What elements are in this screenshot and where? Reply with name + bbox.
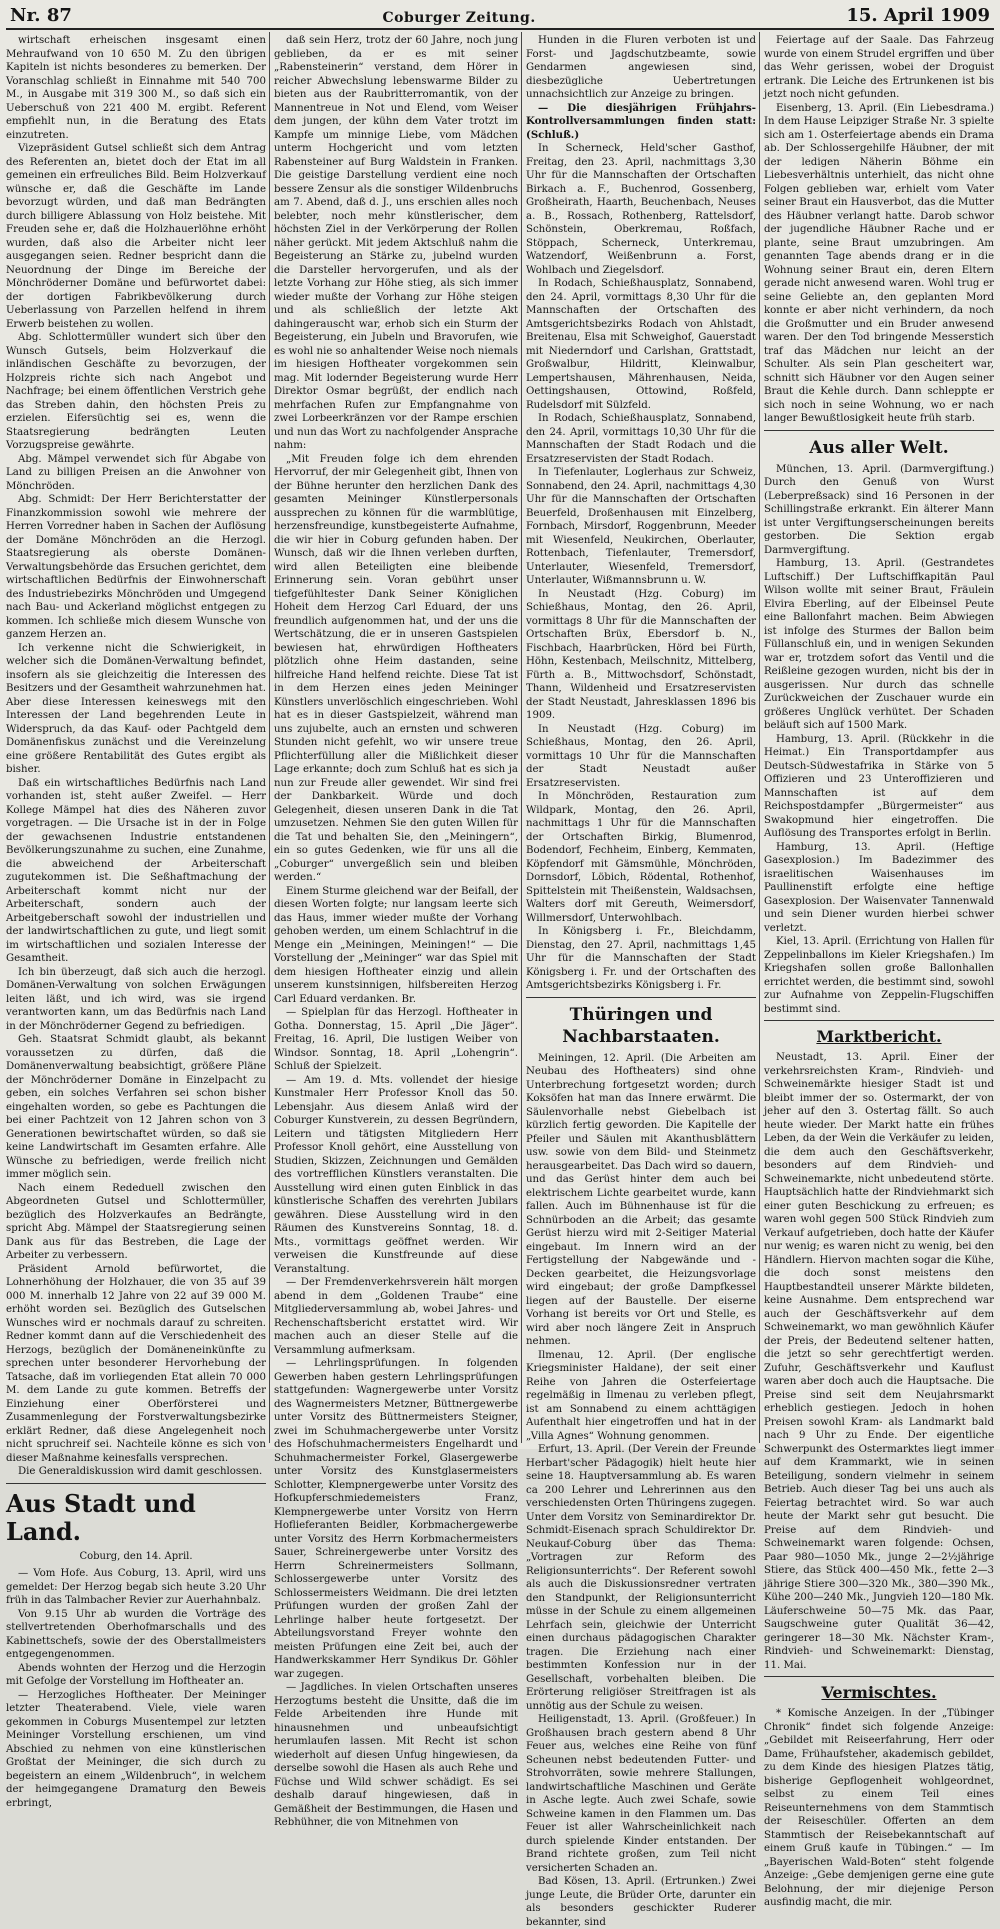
article-paragraph: Erfurt, 13. April. (Der Verein der Freunde Herbart'scher Pädagogik) hielt heute hier seine 18. Hauptversammlung ab. Es waren ca 200 Lehrer und Lehrerinnen aus den verschiedensten Orten Thüringens zugegen. Unter dem Vorsitz von Seminardirektor Dr. Schmidt-Eisenach sprach Schuldirektor Dr. Neukauf-Coburg über das Thema: „Vortragen zur Reform des Religionsunterrichts“. Der Referent sowohl als auch die Diskussionsredner vertraten den Standpunkt, der Religionsunterricht müsse in der Schule zu einem allgemeinen Lehrfach sein, gleichwie der Unterricht einen durchaus pädagogischen Charakter tragen. Die Erziehung nach einer bestimmten Konfession nur in der Gesellschaft, vorbehalten bleiben. Die Erörterung religiöser Streitfragen ist als unnötig aus der Schule zu weisen. (526, 1444, 756, 1712)
article-paragraph: In Tiefenlauter, Loglerhaus zur Schweiz, Sonnabend, den 24. April, nachmittags 4,30 Uhr für die Mannschaften der Ortschaften Beuerfeld, Droßenhausen mit Einzelberg, Fornbach, Mirsdorf, Roggenbrunn, Meeder mit Wiesenfeld, Neukirchen, Oberlauter, Rottenbach, Tiefenlauter, Tremersdorf, Unterlauter, Wiesenfeld, Tremersdorf, Unterlauter, Wißmannsbrunn u. W. (526, 467, 756, 586)
article-paragraph: Daß ein wirtschaftliches Bedürfnis nach Land vorhanden ist, steht außer Zweifel. — Herr Kollege Mämpel hat dies des Näheren zuvor vorgetragen. — Die Ursache ist in der in Folge der gewachsenen Industrie entstandenen Bevölkerungszunahme zu suchen, eine Zunahme, die abweichend der Arbeiterschaft zugutekommen ist. Die Seßhaftmachung der Arbeiterschaft kommt nicht nur der Arbeiterschaft, sondern auch der Arbeitgeberschaft sowohl der industriellen und der landwirtschaftlichen zu gute, und liegt somit im wirtschaftlichen und sozialen Interesse der Gesamtheit. (6, 777, 266, 964)
masthead (10, 4, 990, 26)
article-paragraph: — Vom Hofe. Aus Coburg, 13. April, wird uns gemeldet: Der Herzog begab sich heute 3.20 Uhr früh in das Talmbacher Revier zur Auerhahnbalz. (6, 1568, 266, 1606)
article-paragraph: Abg. Schlottermüller wundert sich über den Wunsch Gutsels, beim Holzverkauf die inländischen Geschäfte zu bevorzugen, der Holzpreis richte sich nach Angebot und Nachfrage; bei einem öffentlichen Verstrich gehe das Streben dahin, den höchsten Preis zu erzielen. Eifersüchtig sei es, wenn die Staatsregierung bedrängten Leuten Vorzugspreise gewährte. (6, 332, 266, 451)
column-1 (6, 34, 266, 1809)
article-paragraph: Ich verkenne nicht die Schwierigkeit, in welcher sich die Domänen-Verwaltung befindet, insofern als sie gleichzeitig die Interessen des Besitzers und der Gesamtheit wahrzunehmen hat. Aber diese Interessen keineswegs mit den Interessen der Land begehrenden Leute in Widerspruch, da das Kauf- oder Pachtgeld dem Domänenfiskus zunächst und die Vereinzelung eine größere Rentabilität des Gutes ergibt als bisher. (6, 642, 266, 775)
article-paragraph: Die Generaldiskussion wird damit geschlossen. (18, 1466, 263, 1477)
article-paragraph: Hamburg, 13. April. (Rückkehr in die Heimat.) Ein Transportdampfer aus Deutsch-Südwestafrika in Stärke von 5 Offizieren und 23 Unteroffizieren und Mannschaften ist auf dem Reichspostdampfer „Bürgermeister“ aus Swakopmund hier eingetroffen. Die Auflösung des Transportes erfolgt in Berlin. (764, 733, 994, 839)
article-paragraph: daß sein Herz, trotz der 60 Jahre, noch jung geblieben, da er es mit seiner „Rabensteinerin“ verstand, dem Hörer in reicher Abwechslung lebenswarme Bilder zu bieten aus der Raubritterromantik, von der Mannentreue in Not und Elend, vom Weiser dem jungen, der kühn dem Vater trotzt im Kampfe um minnige Liebe, vom Mädchen unterm Hochgericht und vom letzten Rabensteiner auf Burg Waldstein in Franken. Die geistige Darstellung verdient eine noch bessere Zensur als die sonstiger Wildenbruchs am 7. Abend, daß d. J., uns erschien alles noch belebter, noch mehr künstlerischer, dem höchsten Ziel in der Verkörperung der Rollen näher gerückt. Mit jedem Aktschluß nahm die Begeisterung an Stärke zu, jubelnd wurden die Darsteller hervorgerufen, und als der letzte Vorhang zur Höhe stieg, als sich immer wieder mußte der Vorhang zur Höhe steigen und als schließlich der letzte Akt dahingerauscht war, erhob sich ein Sturm der Begeisterung, ein Jubeln und Bravorufen, wie es wohl nie so anhaltender Weise noch niemals im hiesigen Hoftheater vorgekommen sein mag. Mit lodernder Begeisterung wurde Herr Direktor Osmar begrüßt, der endlich nach mehrfachen Rufen zur Empfangnahme von zwei Lorbeerkränzen vor der Rampe erschien und nun das Wort zu nachfolgender Ansprache nahm: (274, 35, 518, 451)
article-paragraph: — Spielplan für das Herzogl. Hoftheater in Gotha. Donnerstag, 15. April „Die Jäger“. Freitag, 16. April, Die lustigen Weiber von Windsor. Sonntag, 18. April „Lohengrin“. Schluß der Spielzeit. (274, 1007, 518, 1072)
article-paragraph: „Mit Freuden folge ich dem ehrenden Hervorruf, der mir Gelegenheit gibt, Ihnen von der Bühne herunter den herzlichen Dank des gesamten Meininger Künstlerpersonals aussprechen zu können für die warmblütige, herzensfreundige, kunstbegeisterte Aufnahme, die wir hier in Coburg gefunden haben. Der Wunsch, daß wir die Ihnen verleben durften, wird allen Beteiligten eine bleibende Erinnerung sein. Voran gebührt unser tiefgefühltester Dank Seiner Königlichen Hoheit dem Herzog Carl Eduard, der uns freundlich aufgenommen hat, und der uns die Wertschätzung, die er in unseren Gastspielen bewiesen hat, ehrwürdigen Hoftheaters plötzlich ohne Heim dastanden, seine hilfreiche Hand helfend reichte. Diese Tat ist in dem Herzen eines jeden Meininger Künstlers unverlöschlich eingeschrieben. Wohl hat es in dieser Gastspielzeit, während man uns zujubelte, auch an ernsten und schweren Stunden nicht gefehlt, wo wir unsere treue Pflichterfüllung aller die Mißlichkeit dieser Lage erkannte; doch zum Schluß hat es sich ja nun zur Freude aller gewendet. Wir sind frei der Dankbarkeit. Würde und doch Gelegenheit, diesen unseren Dank in die Tat umzusetzen. Nehmen Sie den guten Willen für die Tat und behalten Sie, den „Meiningern“, ein so gutes Gedenken, wie für uns all die „Coburger“ unvergeßlich sein und bleiben werden.“ (274, 453, 518, 883)
article-paragraph: Abends wohnten der Herzog und die Herzogin mit Gefolge der Vorstellung im Hoftheater an. (6, 1662, 266, 1687)
dateline: Coburg, den 14. April. (79, 1550, 193, 1562)
article-paragraph: — Der Fremdenverkehrsverein hält morgen abend in dem „Goldenen Traube“ eine Mitgliederversammlung ab, wobei Jahres- und Rechenschaftsbericht erstattet wird. Wir machen auch an dieser Stelle auf die Versammlung aufmerksam. (274, 1277, 518, 1356)
article-paragraph: Abg. Schmidt: Der Herr Berichterstatter der Finanzkommission sowohl wie mehrere der Herren Vorredner haben in Sachen der Auflösung der Domäne Mönchröden an die Herzogl. Staatsregierung als oberste Domänen-Verwaltungsbehörde das Ersuchen gerichtet, dem wirtschaftlichen Bedürfnis der Einwohnerschaft des Industriebezirks Mönchröden und Umgegend nach Bau- und Ackerland möglichst entgegen zu kommen. Ich schließe mich diesem Wunsche von ganzem Herzen an. (6, 494, 266, 640)
section-heading: Aus aller Welt. (809, 437, 949, 458)
masthead-rule (6, 28, 994, 30)
column-divider (269, 32, 270, 1443)
article-paragraph: In Mönchröden, Restauration zum Wildpark, Montag, den 26. April, nachmittags 1 Uhr für die Mannschaften der Ortschaften Birkig, Blumenrod, Bodendorf, Fechheim, Einberg, Kemmaten, Köpfendorf mit Gämsmühle, Mönchröden, Dornsdorf, Löbich, Rödental, Rothenhof, Spittelstein mit Theißenstein, Waldsachsen, Walters dorf mit Gereuth, Weimersdorf, Willmersdorf, Unterwohlbach. (526, 791, 756, 924)
section-heading: Marktbericht. (816, 1027, 942, 1046)
article-paragraph: — Lehrlingsprüfungen. In folgenden Gewerben haben gestern Lehrlingsprüfungen stattgefunden: Wagnergewerbe unter Vorsitz des Wagnermeisters Metzner, Büttnergewerbe unter Vorsitz des Büttnermeisters Steigner, zwei im Schuhmachergewerbe unter Vorsitz des Hofschuhmachermeisters Engelhardt und Schuhmachermeister Forkel, Glasergewerbe unter Vorsitz des Kunstglasermeisters Schlotter, Klempnergewerbe unter Vorsitz des Hofkupferschmiedemeisters Franz, Klempnergewerbe unter Vorsitz von Herrn Hoflieferanten Beidler, Korbmachergewerbe unter Vorsitz des Herrn Korbmachermeisters Sauer, Schreinergewerbe unter Vorsitz des Herrn Schreinermeisters Sollmann, Schlossergewerbe unter Vorsitz des Schlossermeisters Weidmann. Die drei letzten Prüfungen wurden der großen Zahl der Lehrlinge halber heute fortgesetzt. Der Abteilungsvorstand Freyer wohnte den meisten Prüfungen eine Zeit bei, auch der Handwerkskammer Herr Syndikus Dr. Göhler war zugegen. (274, 1358, 518, 1680)
section-divider (764, 430, 994, 431)
article-paragraph: In Königsberg i. Fr., Bleichdamm, Dienstag, den 27. April, nachmittags 1,45 Uhr für die Mannschaften der Stadt Königsberg i. Fr. und der Ortschaften des Amtsgerichtsbezirks Königsberg i. Fr. (526, 926, 756, 991)
article-paragraph: In Neustadt (Hzg. Coburg) im Schießhaus, Montag, den 26. April, vormittags 8 Uhr für die Mannschaften der Ortschaften Brüx, Ebersdorf b. N., Fischbach, Haarbrücken, Hörd bei Fürth, Höhn, Kestenbach, Meilschnitz, Mittelberg, Fürth a. B., Mittwochsdorf, Schönstadt, Thann, Wildenheid und Ersatzreservisten der Stadt Neustadt, Jahresklassen 1896 bis 1909. (526, 588, 756, 721)
article-paragraph: — Jagdliches. In vielen Ortschaften unseres Herzogtums besteht die Unsitte, daß die im Felde Arbeitenden ihre Hunde mit hinausnehmen und unbeaufsichtigt herumlaufen lassen. Mit Recht ist schon wiederholt auf diesen Unfug hingewiesen, da derselbe sowohl die Hasen als auch Rehe und Füchse und Wild schwer schädigt. Es sei deshalb darauf hingewiesen, daß in Gemäßheit der Bestimmungen, die Hasen und Rebhühner, die von Mitnehmen von (274, 1682, 518, 1828)
article-paragraph: Heiligenstadt, 13. April. (Großfeuer.) In Großhausen brach gestern abend 8 Uhr Feuer aus, welches eine Reihe von fünf Scheunen nebst bedeutenden Futter- und Strohvorräten, sowie mehrere Stallungen, landwirtschaftliche Maschinen und Geräte in Asche legte. Auch zwei Schafe, sowie Schweine kamen in den Flammen um. Das Feuer ist aller Wahrscheinlichkeit nach durch spielende Kinder entstanden. Der Brand richtete großen, zum Teil nicht versicherten Schaden an. (526, 1714, 756, 1874)
column-divider (759, 32, 760, 1443)
section-divider (764, 1676, 994, 1677)
section-heading: Thüringen und Nachbarstaaten. (562, 1004, 720, 1047)
section-divider (6, 1483, 266, 1484)
article-paragraph: Ich bin überzeugt, daß sich auch die herzogl. Domänen-Verwaltung von solchen Erwägungen leiten läßt, und ich wird, was sie irgend verantworten kann, um das Bedürfnis nach Land in der Mönchröderner Gegend zu befriedigen. (6, 966, 266, 1032)
column-2 (274, 34, 518, 1828)
issue-date: 15. April 1909 (846, 5, 990, 26)
article-paragraph: Meiningen, 12. April. (Die Arbeiten am Neubau des Hoftheaters) sind ohne Unterbrechung fortgesetzt worden; durch Koksöfen hat man das Innere erwärmt. Die Säulenvorhalle nebst Giebelbach ist kürzlich fertig geworden. Die Kapitelle der Pfeiler und Säulen mit Akanthusblättern usw. sowie von dem Bild- und Steinmetz herausgearbeitet. Das Dach wird so dauern, und das Gerüst hinter dem auch bei elektrischem Lichte gearbeitet wurde, kann fallen. Auch im Bühnenhause ist für die Schnürboden an die Arbeit; das gesamte Gerüst hierzu wird mit 2-Seitiger Material eingebaut. Im Innern wird an der Fertigstellung der Nabgewände und -Decken gearbeitet, die Heizungsvorlage wird eingebaut; der große Dampfkessel liegen auf der Baustelle. Der eiserne Vorhang ist bereits vor Ort und Stelle, es wird aber noch längere Zeit in Anspruch nehmen. (526, 1052, 756, 1347)
article-paragraph: Kiel, 13. April. (Errichtung von Hallen für Zeppelinballons im Kieler Kriegshafen.) Im Kriegshafen sollen große Ballonhallen errichtet werden, die bestimmt sind, sowohl zur Aufnahme von Zeppelin-Flugschiffen bestimmt sind. (764, 936, 994, 1015)
article-paragraph: Ilmenau, 12. April. (Der englische Kriegsminister Haldane), der seit einer Reihe von Jahren die Osterfeiertage regelmäßig in Ilmenau zu verleben pflegt, ist am Sonnabend zu einem achttägigen Aufenthalt hier eingetroffen und hat in der „Villa Agnes“ Wohnung genommen. (526, 1349, 756, 1442)
column-3 (526, 34, 756, 1928)
article-paragraph: Abg. Mämpel verwendet sich für Abgabe von Land zu billigen Preisen an die Anwohner von Mönchröden. (6, 453, 266, 492)
article-paragraph: — Am 19. d. Mts. vollendet der hiesige Kunstmaler Herr Professor Knoll das 50. Lebensjahr. Aus diesem Anlaß wird der Coburger Kunstverein, zu dessen Begründern, Leitern und tätigsten Mitgliedern Herr Professor Knoll gehört, eine Ausstellung von Studien, Skizzen, Zeichnungen und Gemälden des vortrefflichen Künstlers veranstalten. Die Ausstellung wird einen guten Einblick in das künstlerische Schaffen des verehrten Jubilars gewähren. Diese Ausstellung wird in den Räumen des Kunstvereins Sonntag, 18. d. Mts., vormittags geöffnet werden. Wir verweisen die Kunstfreunde auf diese Veranstaltung. (274, 1074, 518, 1275)
article-paragraph: Einem Sturme gleichend war der Beifall, der diesen Worten folgte; nur langsam leerte sich das Haus, immer wieder mußte der Vorhang gehoben werden, um einem Schlachtruf in die Menge ein „Meiningen, Meiningen!“ — Die Vorstellung der „Meininger“ war das Spiel mit dem hiesigen Hoftheater einzig und allein unserem kunstsinnigen, hilfsbereiten Herzog Carl Eduard verdanken. Br. (274, 885, 518, 1005)
issue-number: Nr. 87 (10, 5, 72, 26)
section-divider (764, 1020, 994, 1021)
article-paragraph: In Rodach, Schießhausplatz, Sonnabend, den 24. April, vormittags 10,30 Uhr für die Mannschaften der Stadt Rodach und die Ersatzreservisten der Stadt Rodach. (526, 413, 756, 465)
article-paragraph: Hamburg, 13. April. (Gestrandetes Luftschiff.) Der Luftschiffkapitän Paul Wilson wollte mit seiner Braut, Fräulein Elvira Eberling, auf der Elbeinsel Peute eine Ballonfahrt machen. Beim Abwiegen ist infolge des Sturmes der Ballon beim Füllanschluß ein, und in wenigen Sekunden war er, trotzdem sofort das Ventil und die Reißleine gezogen wurden, nicht bis der in ausgerissen. Nur durch das schnelle Zurückweichen der Zuschauer wurde ein größeres Unglück verhütet. Der Schaden beläuft sich auf 1500 Mark. (764, 558, 994, 731)
article-paragraph: Von 9.15 Uhr ab wurden die Vorträge des stellvertretenden Oberhofmarschalls und des Kabinettschefs, sowie der des Oberstallmeisters entgegengenommen. (6, 1608, 266, 1660)
article-paragraph: In Rodach, Schießhausplatz, Sonnabend, den 24. April, vormittags 8,30 Uhr für die Mannschaften der Ortschaften des Amtsgerichtsbezirks Rodach von Ahlstadt, Breitenau, Elsa mit Schweighof, Gauerstadt mit Niederndorf und Carlshan, Grattstadt, Großwalbur, Hildritt, Kleinwalbur, Lempertshausen, Mährenhausen, Neida, Oettingshausen, Ottowind, Roßfeld, Rudelsdorf mit Sülzfeld. (526, 278, 756, 411)
article-paragraph: Bad Kösen, 13. April. (Ertrunken.) Zwei junge Leute, die Brüder Orte, darunter ein als besonders geschickter Ruderer bekannter, sind (526, 1876, 756, 1928)
column-divider (521, 32, 522, 1443)
article-paragraph: — Herzogliches Hoftheater. Der Meininger letzter Theaterabend. Viele, viele waren gekommen in Coburgs Musentempel zur letzten Meininger Vorstellung erschienen, um vind Abschied zu nehmen von eine künstlerischen Großtat der Meininger, die sich durch zu begeistern an einem „Wildenbruch“, in welchem der heimgegangene Dramaturg den Beweis erbringt, (6, 1689, 266, 1809)
article-paragraph: Geh. Staatsrat Schmidt glaubt, als bekannt voraussetzen zu dürfen, daß die Domänenverwaltung beabsichtigt, größere Pläne der Mönchröderner Domäne in Einzelpacht zu geben, ein solches Verfahren sei schon bisher eingehalten worden, so gebe es Pachtungen die bei einer Pachtzeit von 12 Jahren schon von 3 Generationen bewirtschaftet würden, so daß sie keine Landwirtschaft im Gesamten erfahre. Alle Wünsche zu befriedigen, werde freilich nicht immer möglich sein. (6, 1034, 266, 1180)
article-paragraph: Nach einem Rededuell zwischen den Abgeordneten Gutsel und Schlottermüller, bezüglich des Holzverkaufes an Bedrängte, spricht Abg. Mämpel der Staatsregierung seinen Dank aus für das Bestreben, die Lage der Arbeiter zu verbessern. (6, 1182, 266, 1261)
article-paragraph: Neustadt, 13. April. Einer der verkehrsreichsten Kram-, Rindvieh- und Schweinemärkte hiesiger Stadt ist und bleibt immer der so. Ostermarkt, der von jeher auf den 3. Ostertag fällt. So auch heute wieder. Der Markt hatte ein frühes Leben, da der Wein die Verkäufer zu leiden, die dem auch den Geschäftsverkehr, besonders auf dem Rindvieh- und Schweinemarkte, nicht unbedeutend störte. Hauptsächlich hatte der Rindviehmarkt sich einer guten Beschickung zu erfreuen; es waren wohl gegen 500 Stück Rindvieh zum Verkauf aufgetrieben, doch hatte der Käufer nur wenig; es waren nicht zu wenig, bei den Händlern. Hiervon machten sogar die Kühe, die doch sonst meistens den Hauptbestandteil unserer Märkte bildeten, keine Ausnahme. Dem entsprechend war auch der Geschäftsverkehr auf dem Schweinemarkt, wo man gewöhnlich Käufer der Preis, der Bedeutend seltener hatten, die jetzt so sehr gerechtfertigt werden. Zufuhr, Geschäftsverkehr und Kauflust waren aber doch auch die Hauptsache. Die Preise sind seit dem Neujahrsmarkt erheblich gestiegen. Jedoch in hohen Preisen sowohl Kram- als Landmarkt bald nach 9 Uhr zu Ende. Der eigentliche Schwerpunkt des Ostermarktes liegt immer auf dem Krammarkt, wie in seinen Beteiligung, sondern vielmehr in seinem Betrieb. Auch dieser Tag bei uns auch als Feiertag betrachtet wird. So war auch heute der Markt sehr gut besucht. Die Preise auf dem Rindvieh- und Schweinemarkt waren folgende: Ochsen, Paar 980—1050 Mk., junge 2—2½jährige Stiere, das Stück 400—450 Mk., fette 2—3 jährige Stiere 300—320 Mk., 380—390 Mk., Kühe 200—240 Mk., Jungvieh 120—180 Mk. Läuferschweine 50—75 Mk. das Paar, Saugschweine guter Qualität 36—42, geringerer 18—30 Mk. Nächster Kram-, Rindvieh- und Schweinemarkt: Dienstag, 11. Mai. (764, 1052, 994, 1671)
article-paragraph: Präsident Arnold befürwortet, die Lohnerhöhung der Holzhauer, die von 35 auf 39 000 M. innerhalb 12 Jahre von 22 auf 39 000 M. erhöht worden sei. Bezüglich des Gutselschen Wunsches wird er nochmals darauf zu schreiten. Redner kommt dann auf die Verschiedenheit des Herzogs, bezüglich der Domäneneinkünfte zu sprechen unter besonderer Hervorhebung der Tatsache, daß im vorliegenden Etat allein 70 000 M. dem Lande zu gute kommen. Betreffs der Einziehung einer Oberförsterei und Zusammenlegung der Forstverwaltungsbezirke erklärt Redner, daß diese Angelegenheit noch nicht spruchreif sei. Nachteile könne es sich von dieser Maßnahme keinesfalls versprechen. (6, 1263, 266, 1464)
article-paragraph: Eisenberg, 13. April. (Ein Liebesdrama.) In dem Hause Leipziger Straße Nr. 3 spielte sich am 1. Osterfeiertage abends ein Drama ab. Der Schlossergehilfe Häubner, der mit der ledigen Näherin Böhme ein Liebesverhältnis unterhielt, das nicht ohne Folgen geblieben war, erhielt vom Vater seiner Braut ein Hausverbot, das die Mutter des Häubner verlangt hatte. Darob schwor der jugendliche Häubner Rache und er plante, seine Braut umzubringen. Am genannten Tage abends drang er in die Wohnung seiner Braut ein, deren Eltern gerade nicht anwesend waren. Wohl trug er seine Geliebte an, den geplanten Mord konnte er aber nicht verhindern, da noch die Großmutter und ein Bruder anwesend waren. Der den Tod bringende Messerstich traf das Mädchen nur leicht an der Schulter. Als sein Plan gescheitert war, schnitt sich Häubner vor den Augen seiner Braut die Kehle durch. Dann schleppte er sich noch in seine Wohnung, wo er nach langer Bewußtlosigkeit heute früh starb. (764, 102, 994, 424)
section-divider (526, 997, 756, 998)
newspaper-title: Coburger Zeitung. (382, 10, 536, 26)
section-heading: Aus Stadt und Land. (6, 1488, 196, 1546)
column-4 (764, 34, 994, 1908)
article-paragraph: Vizepräsident Gutsel schließt sich dem Antrag des Referenten an, bietet doch der Etat im all gemeinen ein erfreuliches Bild. Beim Holzverkauf wünsche er, daß die Geschäfte im Lande bevorzugt würden, und daß man Bedrängten durch billigere Ablassung von Holz beistehe. Mit Freuden sehe er, daß die Holzhauerlöhne erhöht wurden, daß also die Arbeiter nicht leer ausgegangen seien. Redner bespricht dann die Neuordnung der Dinge im Bereiche der Mönchröderner Domäne und befürwortet dabei: der dortigen Fabrikbevölkerung durch Ueberlassung von Parzellen helfend in ihrem Erwerb beistehen zu wollen. (6, 143, 266, 330)
article-paragraph: * Komische Anzeigen. In der „Tübinger Chronik“ findet sich folgende Anzeige: „Gebildet mit Reiseerfahrung, Herr oder Dame, Frühaufsteher, akademisch gebildet, zu dem Kinde des hiesigen Platzes tätig, bisherige Gepflogenheit wohlgeordnet, selbst zu einem Teil eines Reiseunternehmens von dem Stammtisch der Reiseschüler. Offerten an dem Stammtisch der Reisebekanntschaft auf einem Gruß kaufe in Tübingen.“ — Im „Bayerischen Wald-Boten“ steht folgende Anzeige: „Gebe demjenigen gerne eine gute Belohnung, der mir diejenige Person ausfindig macht, die mir. (764, 1708, 994, 1908)
article-paragraph: In Neustadt (Hzg. Coburg) im Schießhaus, Montag, den 26. April, vormittags 10 Uhr für die Mannschaften der Stadt Neustadt außer Ersatzreservisten. (526, 723, 756, 789)
article-paragraph: Hunden in die Fluren verboten ist und Forst- und Jagdschutzbeamte, sowie Gendarmen angewiesen sind, diesbezügliche Uebertretungen unnachsichtlich zur Anzeige zu bringen. (526, 35, 756, 100)
article-heading: — Die diesjährigen Frühjahrs-Kontrollversammlungen finden statt: (Schluß.) (526, 101, 756, 141)
article-paragraph: In Scherneck, Held'scher Gasthof, Freitag, den 23. April, nachmittags 3,30 Uhr für die Mannschaften der Ortschaften Birkach a. F., Buchenrod, Gossenberg, Großheirath, Haarth, Beuchenbach, Neuses a. B., Rossach, Rothenberg, Rattelsdorf, Schönstein, Oberkremau, Roßfach, Stöppach, Scherneck, Unterkremau, Watzendorf, Weißenbrunn a. Forst, Wohlbach und Ziegelsdorf. (526, 143, 756, 276)
article-paragraph: wirtschaft erheischen insgesamt einen Mehraufwand von 10 650 M. Zu den übrigen Kapiteln ist nichts besonderes zu bemerken. Der Voranschlag schließt in Einnahme mit 540 700 M., in Ausgabe mit 319 300 M., so daß sich ein Ueberschuß von 221 400 M. ergibt. Referent empfiehlt nun, in die Beratung des Etats einzutreten. (6, 35, 266, 141)
article-paragraph: München, 13. April. (Darmvergiftung.) Durch den Genuß von Wurst (Leberpreßsack) sind 16 Personen in der Schillingstraße erkrankt. Ein älterer Mann ist unter Vergiftungserscheinungen bereits gestorben. Die Sektion ergab Darmvergiftung. (764, 463, 994, 556)
article-paragraph: Feiertage auf der Saale. Das Fahrzeug wurde von einem Strudel ergriffen und über das Wehr gerissen, wobei der Droguist ertrank. Die Leiche des Ertrunkenen ist bis jetzt noch nicht gefunden. (764, 35, 994, 100)
article-paragraph: Hamburg, 13. April. (Heftige Gasexplosion.) Im Badezimmer des israelitischen Waisenhauses im Paullinenstift erfolgte eine heftige Gasexplosion. Der Waisenvater Tannenwald und sein Diener wurden hierbei schwer verletzt. (764, 841, 994, 934)
section-heading: Vermischtes. (821, 1683, 937, 1702)
